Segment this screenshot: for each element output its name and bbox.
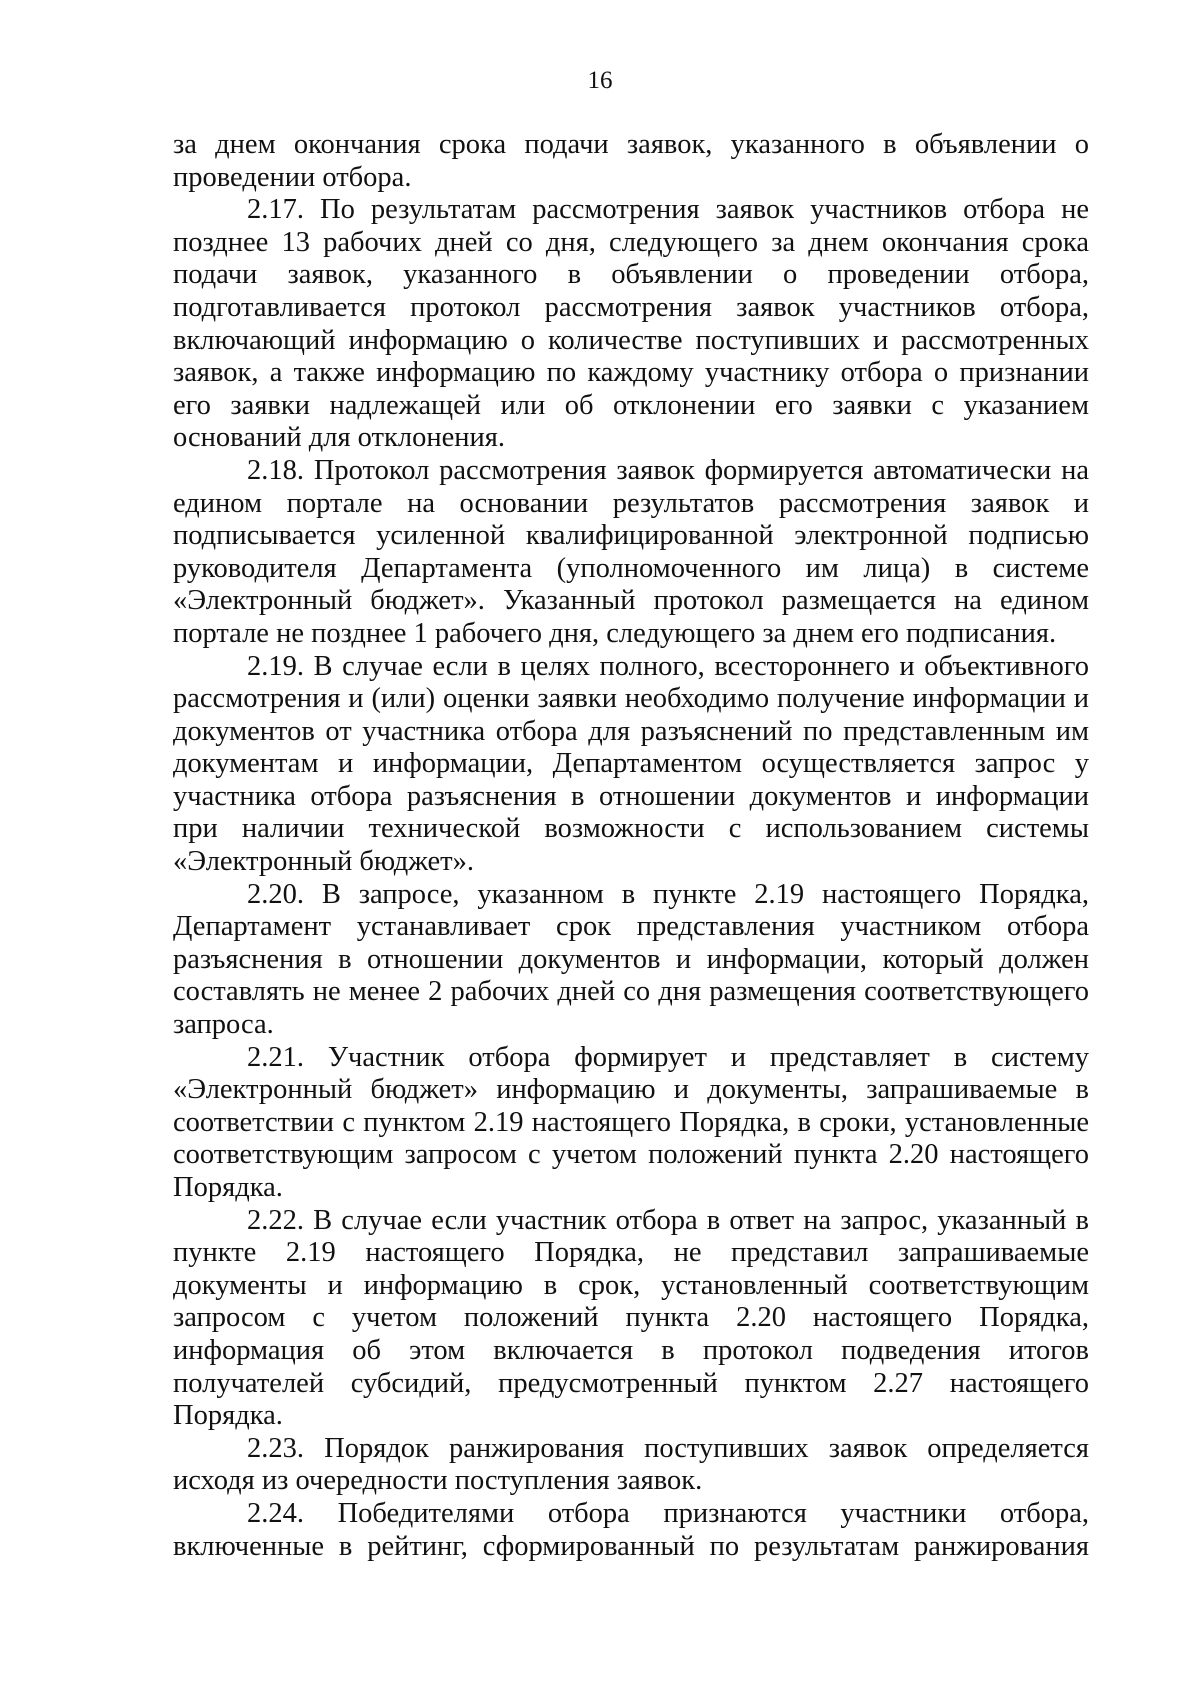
paragraph-2-18: 2.18. Протокол рассмотрения заявок формируется автоматически на едином портале на основании результатов рассмотрения заявок и подписывается усиленной квалифицированной электронной подписью руководителя Департамента (уполномоченного им лица) в системе «Электронный бюджет». Указанный протокол размещается на едином портале не позднее 1 рабочего дня, следующего за днем его подписания.	[173, 454, 1089, 649]
paragraph-2-19: 2.19. В случае если в целях полного, всестороннего и объективного рассмотрения и (или) оценки заявки необходимо получение информации и документов от участника отбора для разъяснений по представленным им документам и информации, Департаментом осуществляется запрос у участника отбора разъяснения в отношении документов и информации при наличии технической возможности с использованием системы «Электронный бюджет».	[173, 650, 1089, 878]
page-number: 16	[587, 67, 613, 94]
paragraph-2-17: 2.17. По результатам рассмотрения заявок участников отбора не позднее 13 рабочих дней со дня, следующего за днем окончания срока подачи заявок, указанного в объявлении о проведении отбора, подготавливается протокол рассмотрения заявок участников отбора, включающий информацию о количестве поступивших и рассмотренных заявок, а также информацию по каждому участнику отбора о признании его заявки надлежащей или об отклонении его заявки с указанием оснований для отклонения.	[173, 194, 1089, 454]
paragraph-2-22: 2.22. В случае если участник отбора в ответ на запрос, указанный в пункте 2.19 настоящего Порядка, не представил запрашиваемые документы и информацию в срок, установленный соответствующим запросом с учетом положений пункта 2.20 настоящего Порядка, информация об этом включается в протокол подведения итогов получателей субсидий, предусмотренный пунктом 2.27 настоящего Порядка.	[173, 1204, 1089, 1432]
paragraph-continuation: за днем окончания срока подачи заявок, указанного в объявлении о проведении отбора.	[173, 129, 1089, 193]
document-text	[173, 129, 1089, 1563]
paragraph-2-24: 2.24. Победителями отбора признаются участники отбора, включенные в рейтинг, сформированный по результатам ранжирования	[173, 1497, 1089, 1562]
paragraph-2-21: 2.21. Участник отбора формирует и представляет в систему «Электронный бюджет» информацию и документы, запрашиваемые в соответствии с пунктом 2.19 настоящего Порядка, в сроки, установленные соответствующим запросом с учетом положений пункта 2.20 настоящего Порядка.	[173, 1041, 1089, 1203]
paragraph-2-20: 2.20. В запросе, указанном в пункте 2.19 настоящего Порядка, Департамент устанавливает срок представления участником отбора разъяснения в отношении документов и информации, который должен составлять не менее 2 рабочих дней со дня размещения соответствующего запроса.	[173, 878, 1089, 1041]
paragraph-2-23: 2.23. Порядок ранжирования поступивших заявок определяется исходя из очередности поступления заявок.	[173, 1432, 1089, 1497]
